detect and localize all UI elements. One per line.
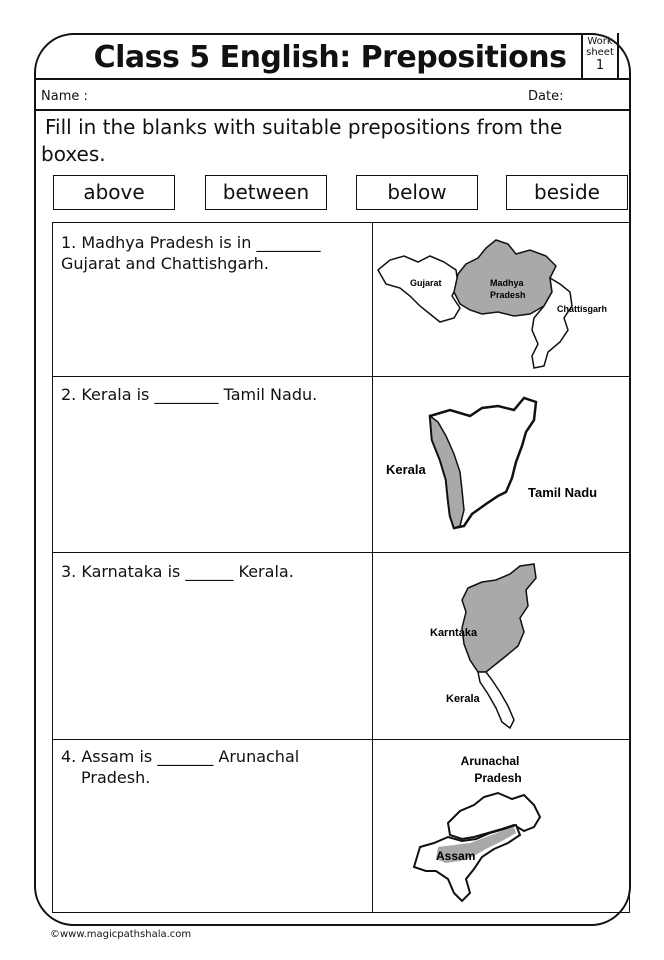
label-tamil-nadu: Tamil Nadu [528, 485, 598, 500]
worksheet-word-2: sheet [586, 47, 614, 58]
label-arunachal-1: Arunachal [460, 754, 520, 768]
label-gujarat: Gujarat [410, 278, 442, 288]
instruction-text: Fill in the blanks with suitable prepositions from the boxes. [41, 115, 563, 166]
page-title: Class 5 English: Prepositions [93, 40, 567, 75]
kerala-shape-2 [478, 672, 514, 728]
table-row-divider [52, 552, 630, 553]
karnataka-shape [462, 564, 536, 672]
word-box-below: below [356, 175, 478, 210]
table-row-divider [52, 376, 630, 377]
word-box-beside: beside [506, 175, 628, 210]
footer-copyright: ©www.magicpathshala.com [50, 929, 192, 940]
date-label: Date: [528, 89, 564, 104]
label-assam: Assam [436, 849, 476, 863]
question-3 [61, 561, 366, 582]
label-chattisgarh: Chattisgarh [557, 304, 608, 314]
label-madhya-2: Pradesh [490, 290, 526, 300]
title-divider [34, 78, 631, 80]
name-divider [34, 109, 631, 111]
question-3-line-1: 3. Karnataka is ______ Kerala. [61, 562, 294, 581]
map-madhya-pradesh [374, 226, 628, 374]
label-karnataka: Karntaka [430, 627, 478, 639]
question-1-line-2: Gujarat and Chattishgarh. [61, 254, 269, 273]
name-label: Name : [41, 89, 88, 104]
question-4 [61, 746, 366, 788]
question-2 [61, 384, 366, 405]
question-4-line-2: Pradesh. [81, 768, 151, 787]
gujarat-shape [378, 256, 460, 322]
question-2-line-1: 2. Kerala is ________ Tamil Nadu. [61, 385, 318, 404]
table-row-divider [52, 739, 630, 740]
label-kerala: Kerala [386, 462, 426, 477]
worksheet-number-box [581, 33, 619, 78]
map-karnataka-kerala [374, 556, 628, 736]
question-4-line-1: 4. Assam is _______ Arunachal [61, 747, 300, 766]
label-kerala-2: Kerala [446, 693, 480, 705]
word-box-above: above [53, 175, 175, 210]
question-1 [61, 232, 366, 274]
label-arunachal-2: Pradesh [474, 771, 522, 785]
word-box-between: between [205, 175, 327, 210]
map-kerala-tamil-nadu [374, 380, 628, 550]
worksheet-number: 1 [595, 58, 605, 73]
worksheet-word-1: Work [587, 36, 613, 47]
label-madhya-1: Madhya [490, 278, 524, 288]
question-1-line-1: 1. Madhya Pradesh is in ________ [61, 233, 321, 252]
table-column-divider [372, 222, 373, 913]
map-assam-arunachal [374, 743, 628, 911]
